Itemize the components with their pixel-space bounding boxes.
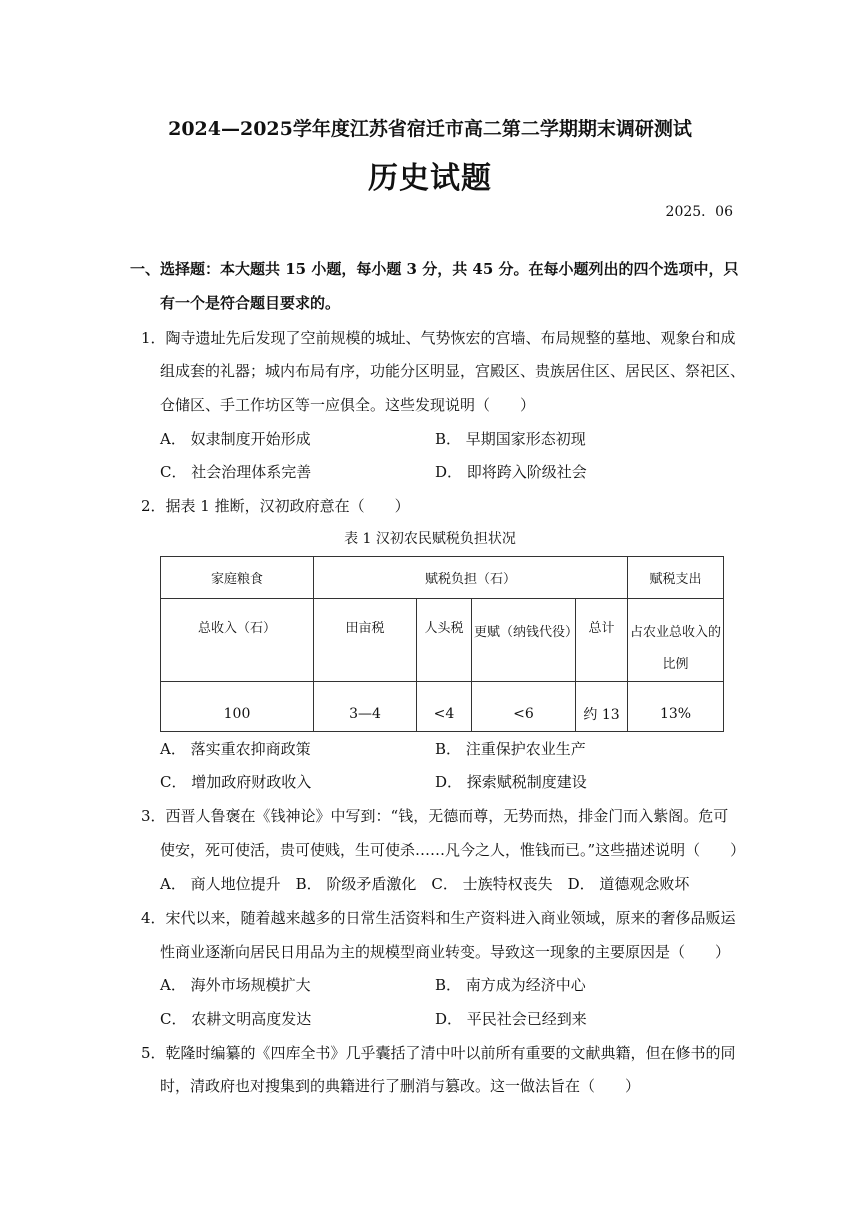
header-tax-expense: 赋税支出: [628, 557, 724, 599]
subject-title: 历史试题: [368, 161, 492, 196]
q1-stem-line1: 1．陶寺遗址先后发现了空前规模的城址、气势恢宏的宫墙、布局规整的墓地、观象台和成: [141, 329, 736, 347]
q4-stem-line2: 性商业逐渐向居民日用品为主的规模型商业转变。导致这一现象的主要原因是（ ）: [160, 943, 731, 961]
q1-option-d[interactable]: D． 即将跨入阶级社会: [435, 463, 587, 481]
header-total-income: 总收入（石）: [161, 599, 314, 682]
cell-poll-tax: <4: [417, 682, 472, 732]
q4-stem-line1: 4．宋代以来，随着越来越多的日常生活资料和生产资料进入商业领域，原来的奢侈品贩运: [141, 909, 736, 927]
exam-title: 2024—2025学年度江苏省宿迁市高二第二学期期末调研测试: [168, 118, 692, 140]
q2-option-c[interactable]: C． 增加政府财政收入: [160, 773, 312, 791]
q1-option-a[interactable]: A． 奴隶制度开始形成: [160, 430, 311, 448]
q5-stem-line2: 时，清政府也对搜集到的典籍进行了删消与篡改。这一做法旨在（ ）: [160, 1077, 641, 1095]
q2-option-d[interactable]: D． 探索赋税制度建设: [435, 773, 587, 791]
cell-corvee-tax: <6: [472, 682, 576, 732]
q4-option-c[interactable]: C． 农耕文明高度发达: [160, 1010, 312, 1028]
table-caption: 表 1 汉初农民赋税负担状况: [344, 531, 516, 547]
q1-stem-line3: 仓储区、手工作坊区等一应俱全。这些发现说明（ ）: [160, 396, 536, 414]
exam-date: 2025．06: [665, 204, 733, 220]
section-heading-cont: 有一个是符合题目要求的。: [160, 294, 341, 312]
q2-option-a[interactable]: A． 落实重农抑商政策: [160, 740, 311, 758]
header-household-grain: 家庭粮食: [161, 557, 314, 599]
q2-stem: 2．据表 1 推断，汉初政府意在（ ）: [141, 497, 410, 515]
q3-options[interactable]: A． 商人地位提升 B． 阶级矛盾激化 C． 士族特权丧失 D． 道德观念败坏: [160, 875, 690, 893]
header-tax-burden: 赋税负担（石）: [314, 557, 628, 599]
header-total: 总计: [576, 599, 628, 682]
section-heading: 一、选择题：本大题共 15 小题，每小题 3 分，共 45 分。在每小题列出的四个选项中，只: [130, 260, 739, 278]
header-ratio: 占农业总收入的比例: [628, 599, 724, 682]
q4-option-b[interactable]: B． 南方成为经济中心: [435, 976, 586, 994]
q1-option-b[interactable]: B． 早期国家形态初现: [435, 430, 586, 448]
cell-total: 约 13: [576, 682, 628, 732]
header-land-tax: 田亩税: [314, 599, 417, 682]
cell-total-income: 100: [161, 682, 314, 732]
cell-ratio: 13%: [628, 682, 724, 732]
q1-option-c[interactable]: C． 社会治理体系完善: [160, 463, 312, 481]
q3-stem-line2: 使安，死可使活，贵可使贱，生可使杀……凡今之人，惟钱而已。”这些描述说明（ ）: [160, 841, 746, 859]
header-poll-tax: 人头税: [417, 599, 472, 682]
q4-option-d[interactable]: D． 平民社会已经到来: [435, 1010, 587, 1028]
cell-land-tax: 3—4: [314, 682, 417, 732]
tax-table: [160, 556, 724, 732]
q2-option-b[interactable]: B． 注重保护农业生产: [435, 740, 586, 758]
q1-stem-line2: 组成套的礼器；城内布局有序，功能分区明显，宫殿区、贵族居住区、居民区、祭祀区、: [160, 362, 746, 380]
q5-stem-line1: 5．乾隆时编纂的《四库全书》几乎囊括了清中叶以前所有重要的文献典籍，但在修书的同: [141, 1044, 736, 1062]
q4-option-a[interactable]: A． 海外市场规模扩大: [160, 976, 311, 994]
header-corvee-tax: 更赋（纳钱代役）: [472, 599, 576, 682]
q3-stem-line1: 3．西晋人鲁褒在《钱神论》中写到：“钱，无德而尊，无势而热，排金门而入紫阁。危可: [141, 807, 729, 825]
